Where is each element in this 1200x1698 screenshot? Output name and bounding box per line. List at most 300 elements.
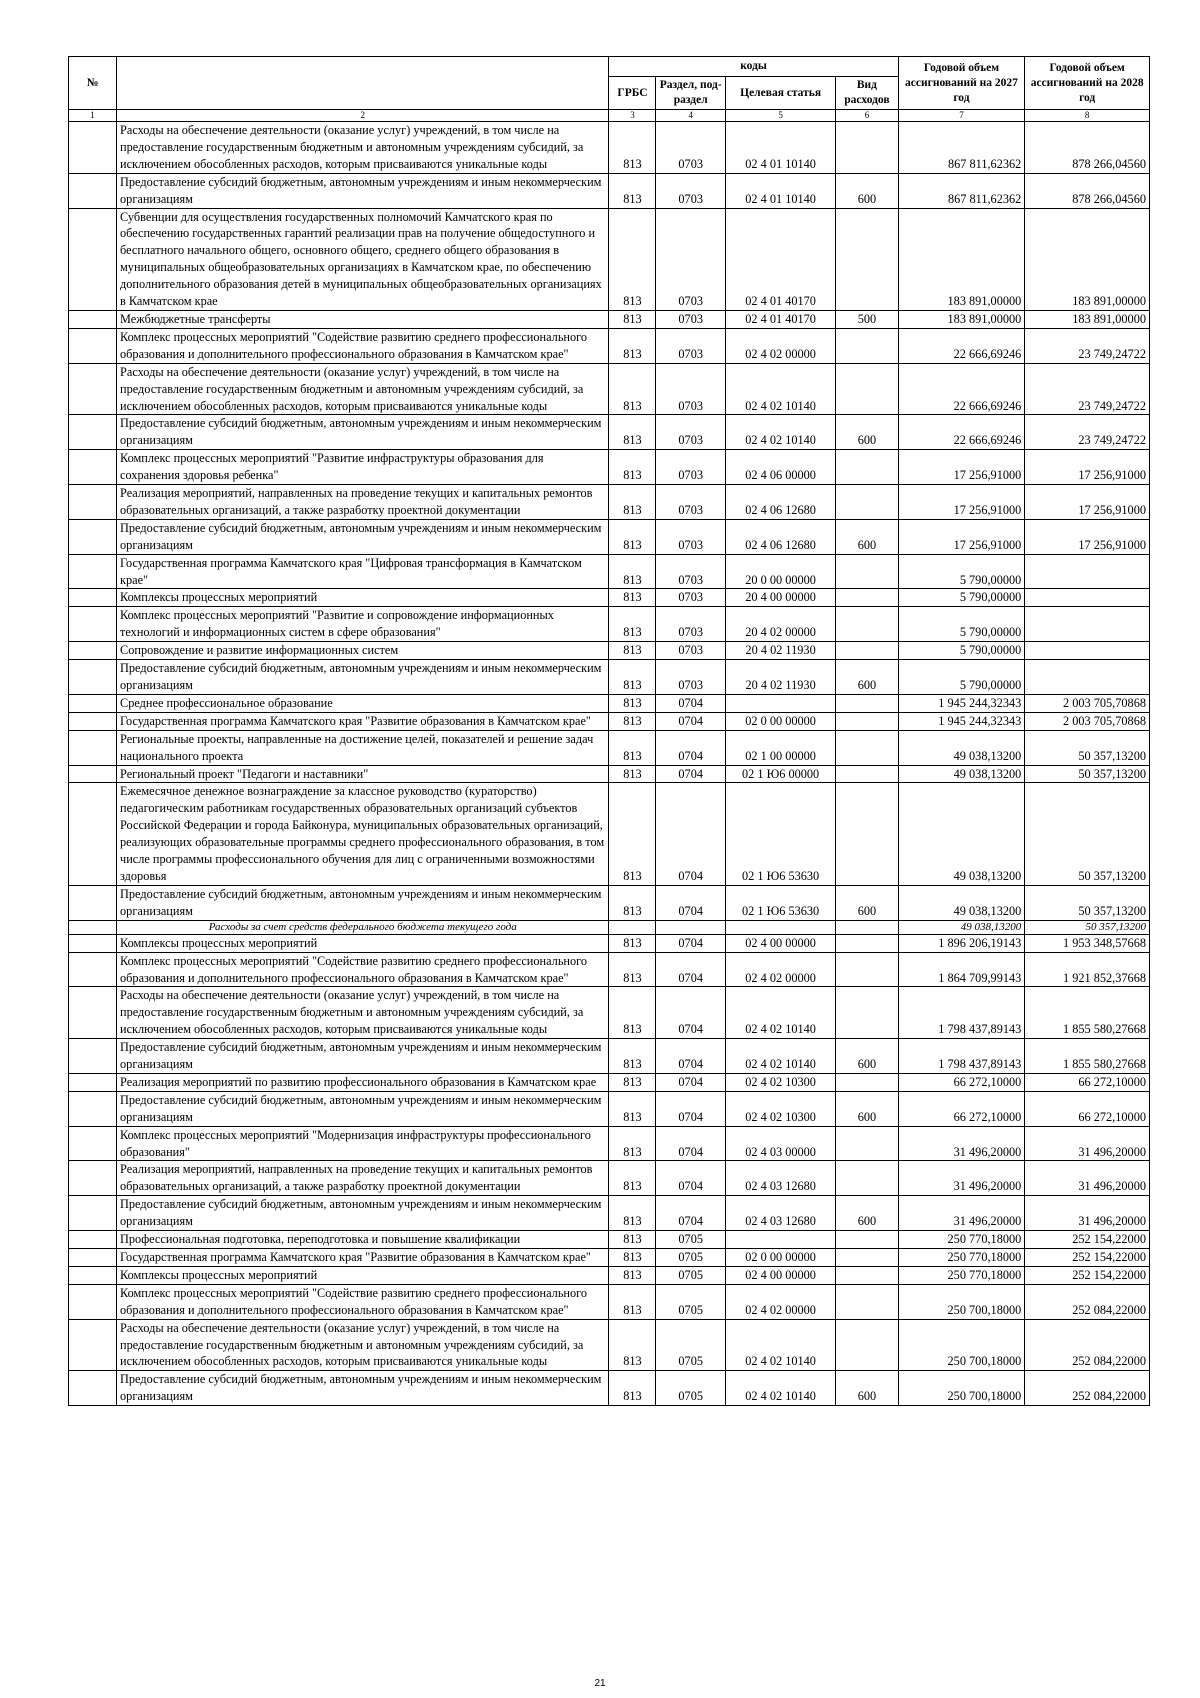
cell-kind: [836, 712, 898, 730]
cell-section: 0704: [656, 952, 725, 987]
cell-section: 0704: [656, 1073, 725, 1091]
header-section: Раздел, под-раздел: [656, 77, 725, 110]
cell-kind: 600: [836, 173, 898, 208]
cell-amount-2028: 66 272,10000: [1025, 1091, 1150, 1126]
cell-kind: 500: [836, 310, 898, 328]
cell-amount-2028: 878 266,04560: [1025, 122, 1150, 174]
cell-grbs: 813: [609, 1249, 656, 1267]
cell-amount-2027: 1 798 437,89143: [898, 1039, 1025, 1074]
cell-num: [69, 885, 117, 920]
cell-amount-2027: 66 272,10000: [898, 1073, 1025, 1091]
cell-amount-2028: 1 855 580,27668: [1025, 987, 1150, 1039]
cell-target: 20 4 00 00000: [725, 589, 835, 607]
table-row: [69, 589, 1150, 607]
cell-grbs: 813: [609, 987, 656, 1039]
cell-num: [69, 554, 117, 589]
column-number: 7: [898, 110, 1025, 122]
cell-amount-2027: 183 891,00000: [898, 208, 1025, 310]
cell-amount-2027: 250 770,18000: [898, 1266, 1025, 1284]
cell-name: Государственная программа Камчатского края "Цифровая трансформация в Камчатском крае": [117, 554, 609, 589]
cell-kind: [836, 607, 898, 642]
table-row: [69, 712, 1150, 730]
cell-amount-2027: 5 790,00000: [898, 554, 1025, 589]
cell-kind: 600: [836, 1371, 898, 1406]
cell-section: 0703: [656, 310, 725, 328]
cell-grbs: 813: [609, 885, 656, 920]
cell-name: Комплекс процессных мероприятий "Содействие развитию среднего профессионального образования и дополнительного профессионального образования в Камчатском крае": [117, 952, 609, 987]
cell-section: 0703: [656, 415, 725, 450]
cell-section: 0703: [656, 328, 725, 363]
page-number: 21: [594, 1678, 606, 1689]
budget-rows: [69, 122, 1150, 1406]
cell-grbs: 813: [609, 450, 656, 485]
cell-amount-2028: 31 496,20000: [1025, 1196, 1150, 1231]
cell-amount-2028: [1025, 642, 1150, 660]
cell-target: 02 4 02 10140: [725, 363, 835, 415]
cell-amount-2028: 2 003 705,70868: [1025, 694, 1150, 712]
cell-name: Комплексы процессных мероприятий: [117, 1266, 609, 1284]
cell-amount-2027: 183 891,00000: [898, 310, 1025, 328]
cell-amount-2027: 1 945 244,32343: [898, 694, 1025, 712]
cell-amount-2028: 252 154,22000: [1025, 1249, 1150, 1267]
cell-num: [69, 920, 117, 934]
cell-amount-2028: 2 003 705,70868: [1025, 712, 1150, 730]
cell-kind: 600: [836, 415, 898, 450]
table-row: [69, 1371, 1150, 1406]
cell-kind: [836, 987, 898, 1039]
cell-amount-2027: 250 700,18000: [898, 1371, 1025, 1406]
cell-amount-2027: 31 496,20000: [898, 1126, 1025, 1161]
cell-section: 0704: [656, 783, 725, 885]
cell-grbs: 813: [609, 1126, 656, 1161]
cell-section: 0704: [656, 712, 725, 730]
cell-num: [69, 519, 117, 554]
cell-amount-2027: 5 790,00000: [898, 660, 1025, 695]
cell-kind: 600: [836, 885, 898, 920]
cell-section: 0704: [656, 885, 725, 920]
column-number-row: [69, 110, 1150, 122]
table-row: [69, 122, 1150, 174]
cell-section: 0703: [656, 660, 725, 695]
table-row: [69, 660, 1150, 695]
cell-amount-2028: 50 357,13200: [1025, 783, 1150, 885]
cell-kind: [836, 1073, 898, 1091]
cell-kind: [836, 122, 898, 174]
cell-kind: [836, 1249, 898, 1267]
cell-amount-2028: 23 749,24722: [1025, 415, 1150, 450]
cell-target: 02 4 02 10140: [725, 1319, 835, 1371]
cell-section: 0703: [656, 173, 725, 208]
cell-grbs: 813: [609, 589, 656, 607]
table-row: [69, 783, 1150, 885]
table-row: [69, 730, 1150, 765]
table-row: [69, 208, 1150, 310]
cell-num: [69, 122, 117, 174]
table-row: [69, 1319, 1150, 1371]
cell-target: 02 4 02 10140: [725, 1371, 835, 1406]
cell-name: Расходы за счет средств федерального бюджета текущего года: [117, 920, 609, 934]
table-row: [69, 1039, 1150, 1074]
cell-num: [69, 1249, 117, 1267]
column-number: 2: [117, 110, 609, 122]
cell-amount-2028: [1025, 589, 1150, 607]
cell-num: [69, 328, 117, 363]
cell-target: 02 4 02 00000: [725, 952, 835, 987]
cell-num: [69, 952, 117, 987]
cell-num: [69, 712, 117, 730]
header-2028: Годовой объем ассигнований на 2028 год: [1025, 57, 1150, 110]
cell-section: 0705: [656, 1371, 725, 1406]
cell-section: 0704: [656, 1126, 725, 1161]
cell-name: Государственная программа Камчатского края "Развитие образования в Камчатском крае": [117, 1249, 609, 1267]
cell-grbs: 813: [609, 310, 656, 328]
cell-grbs: 813: [609, 642, 656, 660]
cell-name: Предоставление субсидий бюджетным, автономным учреждениям и иным некоммерческим организациям: [117, 1371, 609, 1406]
cell-section: 0703: [656, 122, 725, 174]
cell-amount-2028: [1025, 660, 1150, 695]
cell-amount-2027: 49 038,13200: [898, 885, 1025, 920]
cell-grbs: 813: [609, 783, 656, 885]
cell-grbs: 813: [609, 363, 656, 415]
header-codes: коды: [609, 57, 898, 77]
table-row: [69, 485, 1150, 520]
cell-name: Предоставление субсидий бюджетным, автономным учреждениям и иным некоммерческим организациям: [117, 1196, 609, 1231]
cell-section: 0704: [656, 1196, 725, 1231]
cell-target: 02 4 06 00000: [725, 450, 835, 485]
table-row: [69, 607, 1150, 642]
cell-num: [69, 1039, 117, 1074]
cell-amount-2027: 17 256,91000: [898, 519, 1025, 554]
column-number: 4: [656, 110, 725, 122]
table-row: [69, 642, 1150, 660]
cell-amount-2027: 49 038,13200: [898, 765, 1025, 783]
cell-amount-2027: 22 666,69246: [898, 328, 1025, 363]
cell-section: 0703: [656, 554, 725, 589]
column-number: 6: [836, 110, 898, 122]
cell-amount-2028: 183 891,00000: [1025, 310, 1150, 328]
cell-grbs: 813: [609, 1091, 656, 1126]
cell-amount-2027: 17 256,91000: [898, 485, 1025, 520]
cell-amount-2027: 31 496,20000: [898, 1161, 1025, 1196]
cell-target: 02 1 00 00000: [725, 730, 835, 765]
table-row: [69, 310, 1150, 328]
cell-section: 0703: [656, 450, 725, 485]
table-note-row: [69, 920, 1150, 934]
cell-kind: [836, 363, 898, 415]
cell-kind: [836, 934, 898, 952]
cell-num: [69, 173, 117, 208]
cell-section: [656, 920, 725, 934]
cell-section: 0703: [656, 589, 725, 607]
table-row: [69, 765, 1150, 783]
cell-grbs: 813: [609, 1039, 656, 1074]
cell-kind: [836, 450, 898, 485]
cell-amount-2028: 31 496,20000: [1025, 1161, 1150, 1196]
cell-target: 02 4 00 00000: [725, 934, 835, 952]
cell-kind: [836, 1161, 898, 1196]
cell-section: 0705: [656, 1319, 725, 1371]
cell-amount-2028: [1025, 607, 1150, 642]
cell-num: [69, 485, 117, 520]
cell-amount-2027: 66 272,10000: [898, 1091, 1025, 1126]
cell-target: 20 4 02 11930: [725, 642, 835, 660]
cell-amount-2027: 5 790,00000: [898, 642, 1025, 660]
cell-amount-2027: 31 496,20000: [898, 1196, 1025, 1231]
cell-target: 02 4 02 10300: [725, 1091, 835, 1126]
cell-name: Предоставление субсидий бюджетным, автономным учреждениям и иным некоммерческим организациям: [117, 1039, 609, 1074]
cell-amount-2027: 5 790,00000: [898, 607, 1025, 642]
cell-target: 02 1 Ю6 00000: [725, 765, 835, 783]
table-row: [69, 1073, 1150, 1091]
cell-section: 0704: [656, 730, 725, 765]
cell-target: 02 4 02 10300: [725, 1073, 835, 1091]
cell-name: Комплексы процессных мероприятий: [117, 589, 609, 607]
cell-name: Предоставление субсидий бюджетным, автономным учреждениям и иным некоммерческим организациям: [117, 415, 609, 450]
table-row: [69, 554, 1150, 589]
cell-target: 02 4 06 12680: [725, 519, 835, 554]
cell-section: 0705: [656, 1284, 725, 1319]
header-2027: Годовой объем ассигнований на 2027 год: [898, 57, 1025, 110]
cell-name: Среднее профессиональное образование: [117, 694, 609, 712]
cell-kind: 600: [836, 519, 898, 554]
cell-num: [69, 363, 117, 415]
table-row: [69, 1284, 1150, 1319]
cell-kind: [836, 328, 898, 363]
cell-amount-2028: 252 154,22000: [1025, 1231, 1150, 1249]
cell-grbs: 813: [609, 1319, 656, 1371]
cell-kind: [836, 783, 898, 885]
cell-grbs: 813: [609, 730, 656, 765]
cell-name: Региональные проекты, направленные на достижение целей, показателей и решение задач национального проекта: [117, 730, 609, 765]
cell-amount-2027: 49 038,13200: [898, 920, 1025, 934]
cell-amount-2027: 1 798 437,89143: [898, 987, 1025, 1039]
table-row: [69, 934, 1150, 952]
cell-target: 02 4 02 10140: [725, 1039, 835, 1074]
cell-num: [69, 1091, 117, 1126]
table-row: [69, 328, 1150, 363]
cell-name: Комплекс процессных мероприятий "Развитие и сопровождение информационных технологий и информационных систем в сфере образования": [117, 607, 609, 642]
cell-section: 0705: [656, 1249, 725, 1267]
cell-amount-2028: 183 891,00000: [1025, 208, 1150, 310]
cell-amount-2027: 867 811,62362: [898, 173, 1025, 208]
cell-grbs: 813: [609, 519, 656, 554]
cell-grbs: 813: [609, 765, 656, 783]
cell-amount-2028: 252 084,22000: [1025, 1319, 1150, 1371]
table-row: [69, 952, 1150, 987]
column-number: 1: [69, 110, 117, 122]
cell-grbs: 813: [609, 934, 656, 952]
header-name: [117, 57, 609, 110]
cell-num: [69, 1371, 117, 1406]
table-row: [69, 363, 1150, 415]
cell-name: Предоставление субсидий бюджетным, автономным учреждениям и иным некоммерческим организациям: [117, 519, 609, 554]
cell-name: Расходы на обеспечение деятельности (оказание услуг) учреждений, в том числе на предоставление государственным бюджетным и автономным учреждениям субсидий, за исключением обособленных расходов, которым присваиваются уникальные коды: [117, 363, 609, 415]
cell-section: 0704: [656, 765, 725, 783]
cell-num: [69, 1073, 117, 1091]
table-row: [69, 1161, 1150, 1196]
cell-kind: [836, 1231, 898, 1249]
cell-grbs: 813: [609, 1231, 656, 1249]
cell-kind: 600: [836, 1196, 898, 1231]
cell-amount-2028: 17 256,91000: [1025, 519, 1150, 554]
cell-target: [725, 920, 835, 934]
table-row: [69, 415, 1150, 450]
cell-kind: [836, 485, 898, 520]
table-row: [69, 1266, 1150, 1284]
cell-target: 02 4 01 10140: [725, 122, 835, 174]
cell-num: [69, 1231, 117, 1249]
cell-num: [69, 1161, 117, 1196]
budget-sheet: [68, 56, 1150, 1406]
cell-grbs: 813: [609, 1161, 656, 1196]
cell-target: 02 4 01 10140: [725, 173, 835, 208]
column-number: 3: [609, 110, 656, 122]
cell-section: 0703: [656, 607, 725, 642]
cell-name: Ежемесячное денежное вознаграждение за классное руководство (кураторство) педагогическим работникам государственных образовательных организаций субъектов Российской Федерации и города Байконура, муниципальных образовательных организаций, реализующих образовательные программы среднего профессионального образования, в том числе программы профессионального обучения для лиц с ограниченными возможностями здоровья: [117, 783, 609, 885]
cell-target: 02 4 02 00000: [725, 1284, 835, 1319]
cell-num: [69, 783, 117, 885]
cell-amount-2028: 50 357,13200: [1025, 885, 1150, 920]
cell-num: [69, 1319, 117, 1371]
cell-name: Предоставление субсидий бюджетным, автономным учреждениям и иным некоммерческим организациям: [117, 660, 609, 695]
cell-amount-2028: 50 357,13200: [1025, 730, 1150, 765]
cell-amount-2028: 252 154,22000: [1025, 1266, 1150, 1284]
cell-target: [725, 1231, 835, 1249]
cell-name: Комплекс процессных мероприятий "Содействие развитию среднего профессионального образования и дополнительного профессионального образования в Камчатском крае": [117, 328, 609, 363]
cell-target: 02 0 00 00000: [725, 712, 835, 730]
cell-target: 20 0 00 00000: [725, 554, 835, 589]
cell-grbs: 813: [609, 1284, 656, 1319]
cell-kind: [836, 952, 898, 987]
cell-num: [69, 1196, 117, 1231]
cell-num: [69, 1126, 117, 1161]
cell-amount-2027: 17 256,91000: [898, 450, 1025, 485]
cell-section: 0704: [656, 1091, 725, 1126]
cell-num: [69, 310, 117, 328]
cell-amount-2028: 1 953 348,57668: [1025, 934, 1150, 952]
cell-amount-2027: 22 666,69246: [898, 415, 1025, 450]
header-num: №: [69, 57, 117, 110]
cell-kind: 600: [836, 1091, 898, 1126]
cell-num: [69, 1266, 117, 1284]
cell-kind: [836, 642, 898, 660]
cell-num: [69, 642, 117, 660]
cell-kind: [836, 1319, 898, 1371]
cell-section: 0704: [656, 934, 725, 952]
cell-amount-2028: 1 855 580,27668: [1025, 1039, 1150, 1074]
cell-grbs: 813: [609, 1371, 656, 1406]
cell-target: [725, 694, 835, 712]
cell-num: [69, 694, 117, 712]
table-row: [69, 1126, 1150, 1161]
cell-section: 0704: [656, 1039, 725, 1074]
cell-section: 0703: [656, 208, 725, 310]
cell-target: 02 4 02 10140: [725, 415, 835, 450]
cell-num: [69, 450, 117, 485]
cell-name: Реализация мероприятий, направленных на проведение текущих и капитальных ремонтов образовательных организаций, а также разработку проектной документации: [117, 1161, 609, 1196]
table-row: [69, 1196, 1150, 1231]
cell-num: [69, 607, 117, 642]
cell-section: 0705: [656, 1231, 725, 1249]
budget-table: [68, 56, 1150, 1406]
cell-name: Сопровождение и развитие информационных систем: [117, 642, 609, 660]
cell-name: Комплекс процессных мероприятий "Модернизация инфраструктуры профессионального образования": [117, 1126, 609, 1161]
table-row: [69, 885, 1150, 920]
cell-name: Комплекс процессных мероприятий "Развитие инфраструктуры образования для сохранения здоровья ребенка": [117, 450, 609, 485]
cell-section: 0703: [656, 485, 725, 520]
cell-amount-2027: 250 700,18000: [898, 1284, 1025, 1319]
cell-num: [69, 730, 117, 765]
cell-target: 02 4 06 12680: [725, 485, 835, 520]
table-row: [69, 1091, 1150, 1126]
cell-grbs: 813: [609, 607, 656, 642]
cell-name: Предоставление субсидий бюджетным, автономным учреждениям и иным некоммерческим организациям: [117, 1091, 609, 1126]
cell-name: Предоставление субсидий бюджетным, автономным учреждениям и иным некоммерческим организациям: [117, 885, 609, 920]
cell-grbs: 813: [609, 328, 656, 363]
cell-kind: 600: [836, 660, 898, 695]
cell-grbs: 813: [609, 485, 656, 520]
cell-grbs: [609, 920, 656, 934]
cell-target: 20 4 02 00000: [725, 607, 835, 642]
cell-section: 0704: [656, 694, 725, 712]
cell-name: Реализация мероприятий, направленных на проведение текущих и капитальных ремонтов образовательных организаций, а также разработку проектной документации: [117, 485, 609, 520]
table-row: [69, 450, 1150, 485]
cell-section: 0703: [656, 363, 725, 415]
cell-amount-2027: 49 038,13200: [898, 783, 1025, 885]
cell-amount-2028: 31 496,20000: [1025, 1126, 1150, 1161]
cell-amount-2028: [1025, 554, 1150, 589]
cell-target: 02 1 Ю6 53630: [725, 783, 835, 885]
cell-amount-2028: 50 357,13200: [1025, 765, 1150, 783]
cell-kind: [836, 1284, 898, 1319]
cell-kind: [836, 589, 898, 607]
cell-num: [69, 415, 117, 450]
cell-target: 02 4 01 40170: [725, 208, 835, 310]
cell-amount-2028: 23 749,24722: [1025, 363, 1150, 415]
cell-name: Профессиональная подготовка, переподготовка и повышение квалификации: [117, 1231, 609, 1249]
cell-amount-2027: 22 666,69246: [898, 363, 1025, 415]
cell-grbs: 813: [609, 122, 656, 174]
cell-amount-2028: 878 266,04560: [1025, 173, 1150, 208]
cell-amount-2027: 1 864 709,99143: [898, 952, 1025, 987]
cell-grbs: 813: [609, 208, 656, 310]
table-row: [69, 694, 1150, 712]
cell-kind: [836, 1126, 898, 1161]
cell-grbs: 813: [609, 660, 656, 695]
cell-grbs: 813: [609, 1073, 656, 1091]
cell-amount-2028: 66 272,10000: [1025, 1073, 1150, 1091]
cell-grbs: 813: [609, 712, 656, 730]
cell-name: Расходы на обеспечение деятельности (оказание услуг) учреждений, в том числе на предоставление государственным бюджетным и автономным учреждениям субсидий, за исключением обособленных расходов, которым присваиваются уникальные коды: [117, 987, 609, 1039]
cell-grbs: 813: [609, 1196, 656, 1231]
cell-kind: [836, 694, 898, 712]
cell-name: Расходы на обеспечение деятельности (оказание услуг) учреждений, в том числе на предоставление государственным бюджетным и автономным учреждениям субсидий, за исключением обособленных расходов, которым присваиваются уникальные коды: [117, 122, 609, 174]
cell-target: 02 4 03 12680: [725, 1161, 835, 1196]
cell-section: 0705: [656, 1266, 725, 1284]
cell-target: 02 4 03 12680: [725, 1196, 835, 1231]
cell-section: 0703: [656, 519, 725, 554]
cell-name: Комплексы процессных мероприятий: [117, 934, 609, 952]
table-row: [69, 519, 1150, 554]
cell-num: [69, 1284, 117, 1319]
cell-target: 02 4 03 00000: [725, 1126, 835, 1161]
cell-num: [69, 589, 117, 607]
cell-amount-2027: 49 038,13200: [898, 730, 1025, 765]
cell-target: 02 4 02 10140: [725, 987, 835, 1039]
cell-amount-2027: 250 770,18000: [898, 1249, 1025, 1267]
cell-name: Государственная программа Камчатского края "Развитие образования в Камчатском крае": [117, 712, 609, 730]
cell-amount-2028: 252 084,22000: [1025, 1284, 1150, 1319]
